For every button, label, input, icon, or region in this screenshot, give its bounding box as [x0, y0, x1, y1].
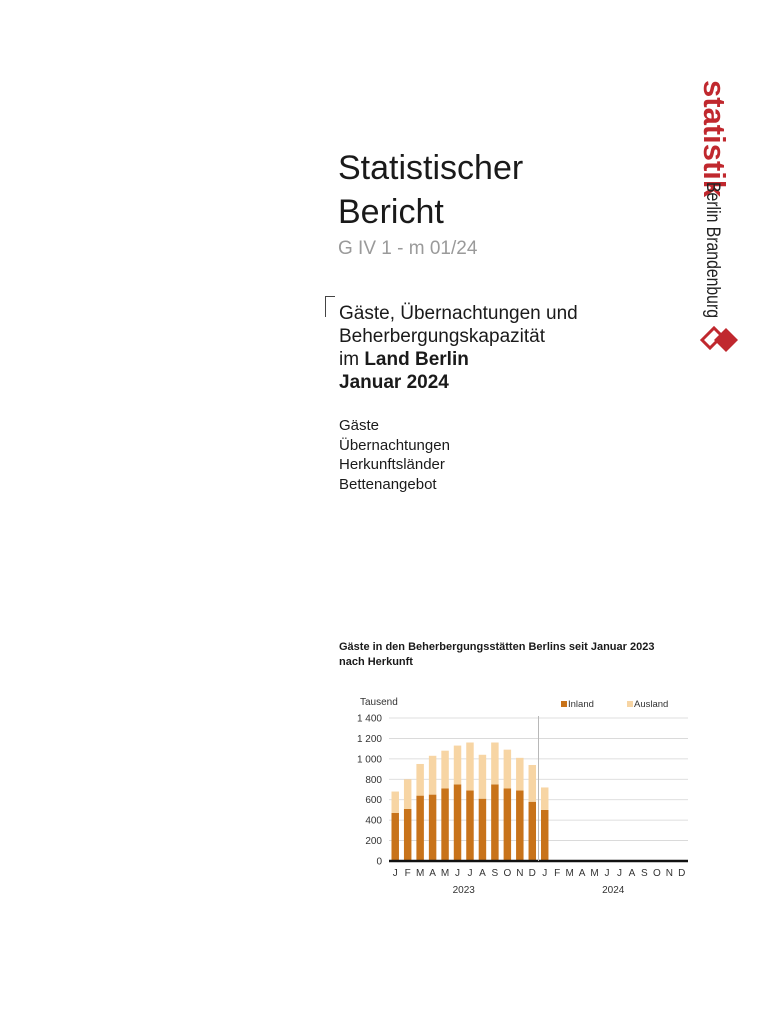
- bar-inland: [529, 802, 536, 861]
- x-tick-label: F: [404, 868, 411, 879]
- year-label: 2023: [452, 885, 475, 896]
- topic-item: Übernachtungen: [339, 436, 450, 454]
- report-title: [338, 146, 523, 234]
- bar-ausland: [491, 743, 498, 785]
- legend-label-inland: Inland: [568, 699, 594, 710]
- y-tick-label: 1 200: [356, 733, 382, 745]
- report-code: G IV 1 - m 01/24: [338, 238, 478, 259]
- x-tick-label: A: [628, 868, 636, 879]
- y-tick-label: 0: [376, 856, 382, 868]
- bar-inland: [454, 784, 461, 861]
- subject-prefix: im: [339, 349, 365, 370]
- bar-inland: [391, 813, 398, 861]
- topic-item: Gäste: [339, 417, 380, 434]
- x-tick-label: A: [578, 868, 586, 879]
- bar-ausland: [466, 743, 473, 791]
- bar-ausland: [441, 751, 448, 789]
- y-axis-label: Tausend: [360, 697, 398, 708]
- x-tick-label: D: [678, 868, 686, 879]
- statistik-berlin-brandenburg-logo: [690, 78, 750, 363]
- subject-line-2: Beherbergungskapazität: [339, 326, 545, 347]
- subject-period: Januar 2024: [339, 372, 449, 393]
- x-tick-label: N: [665, 868, 673, 879]
- bar-ausland: [479, 755, 486, 799]
- x-tick-label: J: [392, 868, 398, 879]
- x-tick-label: A: [429, 868, 436, 879]
- x-tick-label: M: [565, 868, 574, 879]
- year-label: 2024: [602, 885, 625, 896]
- title-line-1: Statistischer: [338, 149, 524, 187]
- legend-swatch-inland: [561, 701, 567, 707]
- subject-line-1: Gäste, Übernachtungen und: [339, 303, 578, 324]
- y-tick-label: 800: [365, 774, 382, 786]
- corner-bracket-icon: [325, 296, 335, 317]
- bar-inland: [516, 791, 523, 861]
- y-tick-label: 1 000: [356, 754, 382, 766]
- bar-inland: [479, 799, 486, 861]
- report-subject: [339, 302, 578, 394]
- logo-region: Berlin Brandenburg: [702, 182, 723, 346]
- bar-ausland: [429, 756, 436, 795]
- x-tick-label: F: [554, 868, 561, 879]
- bar-ausland: [529, 765, 536, 802]
- x-tick-label: A: [479, 868, 486, 879]
- bar-inland: [504, 788, 511, 861]
- x-tick-label: J: [455, 868, 461, 879]
- bar-inland: [441, 788, 448, 861]
- x-tick-label: J: [467, 868, 473, 879]
- y-tick-label: 1 400: [356, 713, 382, 725]
- legend-swatch-ausland: [627, 701, 633, 707]
- logo-wordmark: statistik: [697, 80, 732, 198]
- chart-title-line-1: Gäste in den Beherbergungsstätten Berlins seit Januar 2023: [339, 641, 655, 653]
- topic-item: Herkunftsländer: [339, 456, 445, 473]
- bar-ausland: [504, 750, 511, 789]
- bar-inland: [404, 809, 411, 861]
- subject-region: Land Berlin: [364, 349, 469, 370]
- x-tick-label: O: [503, 868, 512, 879]
- x-tick-label: J: [604, 868, 610, 879]
- bar-ausland: [454, 746, 461, 785]
- subject-line-3: [339, 348, 578, 371]
- y-tick-label: 400: [365, 815, 382, 827]
- x-tick-label: N: [516, 868, 524, 879]
- bar-inland: [491, 784, 498, 861]
- title-line-2: Bericht: [338, 193, 444, 231]
- y-tick-label: 200: [365, 836, 382, 848]
- x-tick-label: O: [652, 868, 661, 879]
- topic-item: Bettenangebot: [339, 475, 437, 493]
- x-tick-label: M: [440, 868, 450, 879]
- x-tick-label: J: [616, 868, 622, 879]
- x-tick-label: J: [542, 868, 548, 879]
- x-tick-label: M: [415, 868, 425, 879]
- chart-title-line-2: nach Herkunft: [339, 656, 413, 668]
- chart-title: [339, 640, 654, 670]
- chart-bars: [391, 743, 548, 861]
- x-tick-label: D: [528, 868, 536, 879]
- y-tick-label: 600: [365, 795, 382, 807]
- bar-ausland: [416, 764, 423, 796]
- bar-inland: [541, 810, 548, 861]
- legend-label-ausland: Ausland: [634, 699, 669, 710]
- x-tick-label: M: [590, 868, 599, 879]
- bar-ausland: [516, 758, 523, 791]
- chart-legend: [561, 699, 668, 710]
- diamond-logo-icon: [702, 328, 738, 352]
- topic-list: [339, 416, 450, 494]
- x-tick-label: S: [641, 868, 648, 879]
- bar-inland: [429, 795, 436, 861]
- bar-inland: [466, 791, 473, 861]
- bar-ausland: [404, 779, 411, 809]
- bar-ausland: [391, 792, 398, 813]
- bar-inland: [416, 796, 423, 861]
- x-tick-label: S: [491, 868, 499, 879]
- bar-ausland: [541, 787, 548, 809]
- guests-bar-chart: [330, 690, 700, 905]
